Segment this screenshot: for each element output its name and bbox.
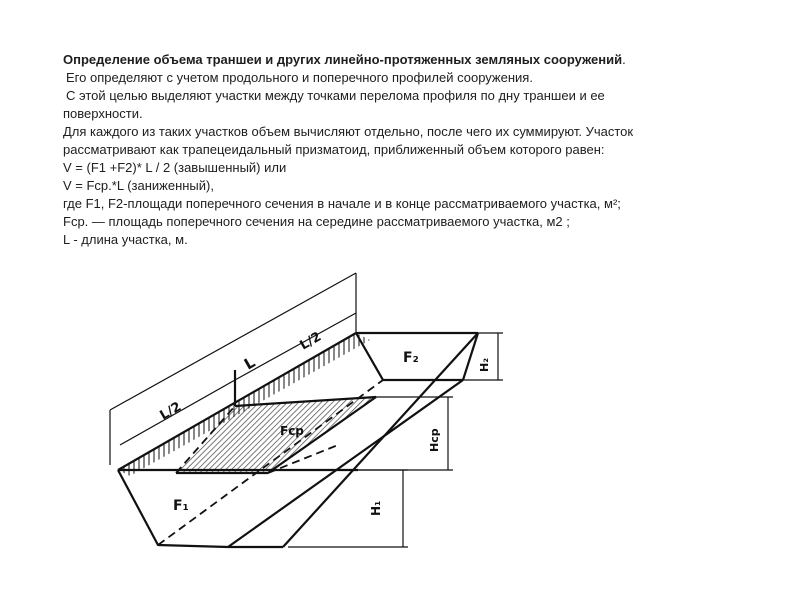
formula-underestimated: V = Fср.*L (заниженный), [63,178,214,193]
text-block [63,51,763,249]
label-f1: F₁ [173,498,189,514]
definition-l: L - длина участка, м. [63,232,188,247]
definition-fcp: Fср. — площадь поперечного сечения на середине рассматриваемого участка, м2 ; [63,214,570,229]
paragraph-line-5: рассматривают как трапецеидальный призматоид, приближенный объем которого равен: [63,142,605,157]
label-fcp: Fср [280,424,304,438]
label-l-half-bottom: L/2 [157,399,185,424]
definition-f1-f2: где F1, F2-площади поперечного сечения в начале и в конце рассматриваемого участка, м²; [63,196,621,211]
paragraph-line-2: С этой целью выделяют участки между точками перелома профиля по дну траншеи и ее [66,88,605,103]
heading-line [63,51,763,69]
paragraph-line-3: поверхности. [63,106,143,121]
label-hcp: Hср [428,428,441,452]
label-l: L [241,353,259,374]
label-h2: H₂ [478,357,491,372]
mid-section-hatch [176,397,376,473]
paragraph-line-1: Его определяют с учетом продольного и поперечного профилей сооружения. [66,70,533,85]
label-h1: H₁ [369,500,383,516]
heading: Определение объема траншеи и других линейно-протяженных земляных сооружений [63,52,623,67]
label-l-half-top: L/2 [297,329,325,354]
label-f2: F₂ [403,350,419,366]
paragraph-line-4: Для каждого из таких участков объем вычисляют отдельно, после чего их суммируют. Участок [63,124,634,139]
heading-period: . [622,52,626,67]
trench-diagram-svg [108,270,508,560]
trench-diagram [108,270,508,560]
formula-overestimated: V = (F1 +F2)* L / 2 (завышенный) или [63,160,287,175]
